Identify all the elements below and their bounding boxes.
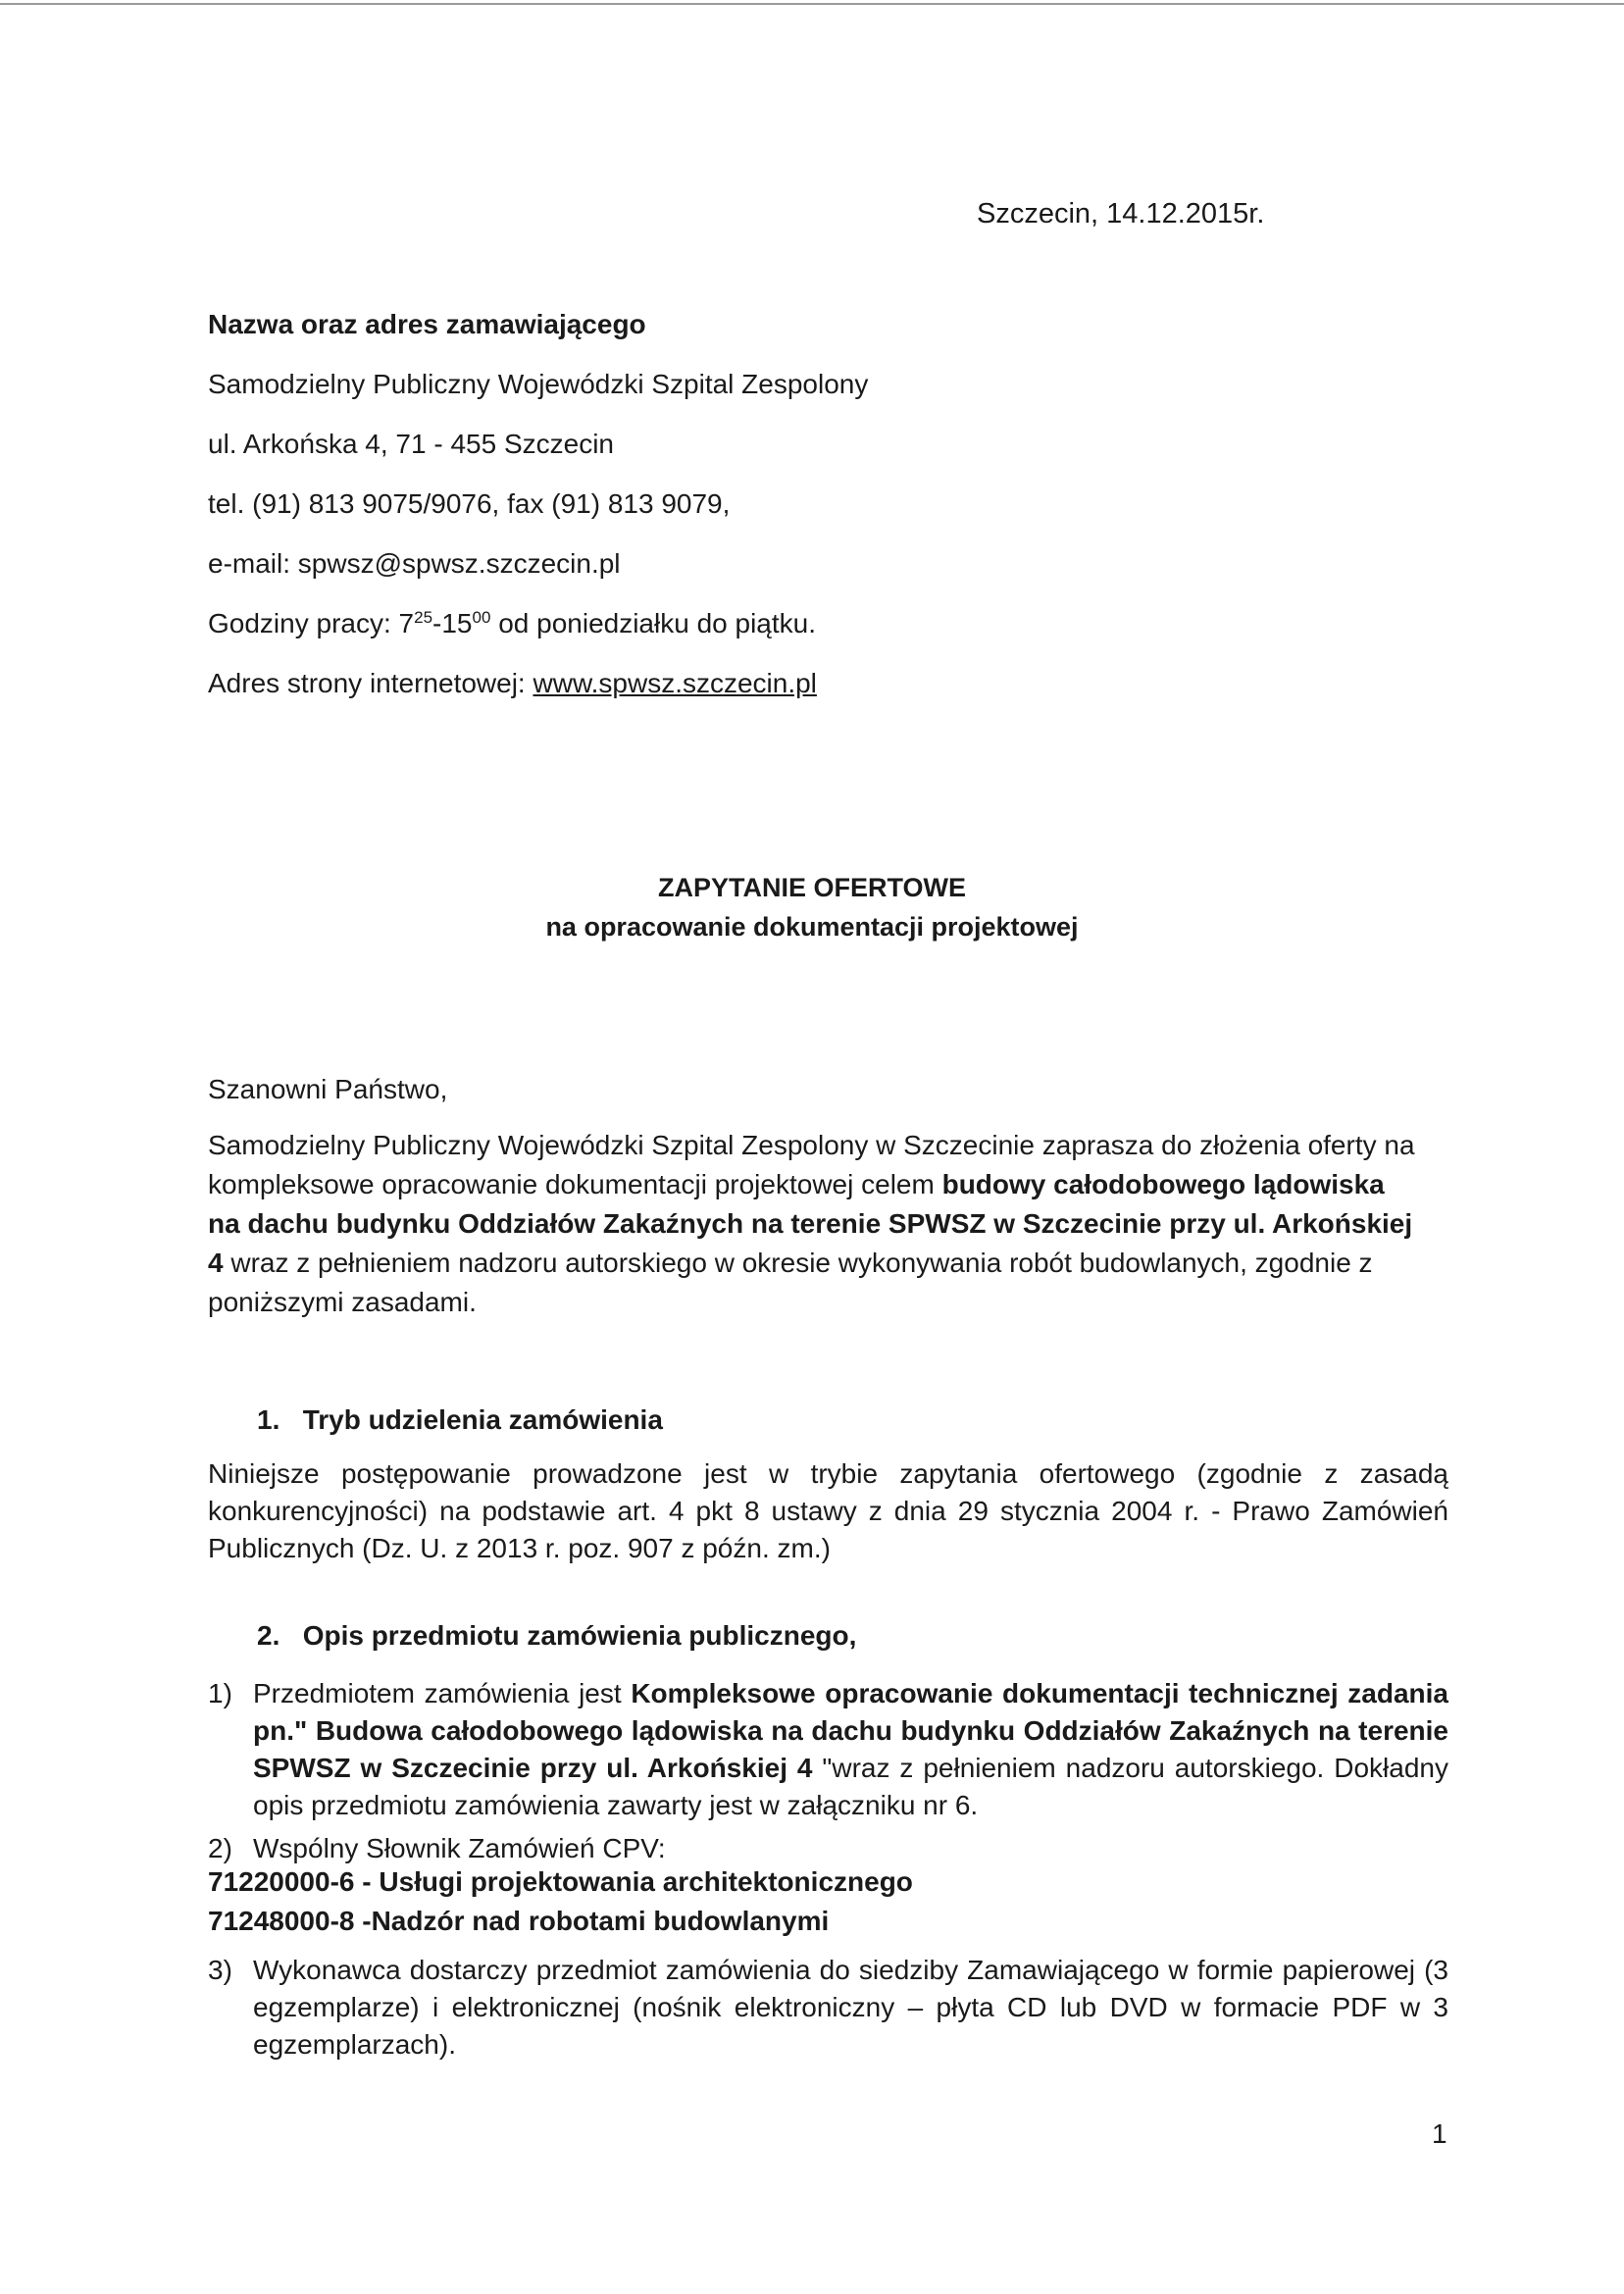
document-title bbox=[208, 868, 1416, 946]
list-item-3 bbox=[208, 1952, 1448, 2064]
authority-address: ul. Arkońska 4, 71 - 455 Szczecin bbox=[208, 429, 614, 459]
website-link[interactable]: www.spwsz.szczecin.pl bbox=[533, 668, 817, 698]
item1-text-2: "wraz z pełnieniem nadzoru autorskiego. Dokładny opis przedmiotu zamówienia zawarty jest w załączniku nr 6. bbox=[253, 1753, 1448, 1820]
greeting: Szanowni Państwo, bbox=[208, 1074, 448, 1104]
hours-start: 7 bbox=[398, 608, 415, 638]
authority-name: Samodzielny Publiczny Wojewódzki Szpital Zespolony bbox=[208, 369, 869, 399]
website-label: Adres strony internetowej: bbox=[208, 668, 526, 698]
hours-days: od poniedziałku do piątku. bbox=[498, 608, 816, 638]
hours-start-minutes: 25 bbox=[414, 608, 433, 627]
intro-paragraph bbox=[208, 1126, 1424, 1322]
top-scan-border bbox=[0, 3, 1624, 5]
email-label: e-mail: bbox=[208, 548, 291, 579]
section-1-paragraph: Niniejsze postępowanie prowadzone jest w trybie zapytania ofertowego (zgodnie z zasadą konkurencyjności) na podstawie art. 4 pkt 8 ustawy z dnia 29 stycznia 2004 r. - Prawo Zamówień Publicznych (Dz. U. z 2013 r. poz. 907 z późn. zm.) bbox=[208, 1458, 1448, 1563]
page-number: 1 bbox=[1432, 2118, 1447, 2149]
list-item-text bbox=[253, 1675, 1448, 1824]
section-1-heading: 1. Tryb udzielenia zamówienia bbox=[257, 1404, 663, 1435]
document-date: Szczecin, 14.12.2015r. bbox=[977, 198, 1265, 229]
list-item-1 bbox=[208, 1675, 1448, 1824]
title-line-1: ZAPYTANIE OFERTOWE bbox=[657, 873, 966, 902]
item1-text-1: Przedmiotem zamówienia jest bbox=[253, 1678, 632, 1708]
hours-end-minutes: 00 bbox=[472, 608, 491, 627]
hours-label: Godziny pracy: bbox=[208, 608, 391, 638]
list-item-text: Wspólny Słownik Zamówień CPV: bbox=[253, 1833, 666, 1863]
list-item-text: Wykonawca dostarczy przedmiot zamówienia do siedziby Zamawiającego w formie papierowej (3 egzemplarze) i elektronicznej (nośnik elektroniczny – płyta CD lub DVD w formacie PDF w 3 egzemplarzach). bbox=[253, 1955, 1448, 2060]
authority-email-line bbox=[208, 534, 1189, 593]
hours-end: -15 bbox=[432, 608, 473, 638]
authority-phone: tel. (91) 813 9075/9076, fax (91) 813 9079, bbox=[208, 488, 731, 519]
website-line bbox=[208, 653, 1189, 713]
list-item-number: 1) bbox=[208, 1678, 232, 1708]
contracting-authority-block bbox=[208, 294, 1189, 713]
list-item-number: 2) bbox=[208, 1833, 232, 1863]
list-item-2 bbox=[208, 1830, 1448, 1867]
email-address[interactable]: spwsz@spwsz.szczecin.pl bbox=[297, 548, 621, 579]
list-item-number: 3) bbox=[208, 1955, 232, 1985]
intro-text-2: wraz z pełnieniem nadzoru autorskiego w okresie wykonywania robót budowlanych, zgodnie z poniższymi zasadami. bbox=[208, 1248, 1373, 1317]
section-2-heading: 2. Opis przedmiotu zamówienia publicznego, bbox=[257, 1620, 857, 1651]
title-line-2: na opracowanie dokumentacji projektowej bbox=[545, 912, 1079, 942]
working-hours-line bbox=[208, 593, 1189, 653]
intro-text-1: Samodzielny Publiczny Wojewódzki Szpital Zespolony w Szczecinie zaprasza do złożenia oferty na kompleksowe opracowanie dokumentacji projektowej celem bbox=[208, 1130, 1415, 1199]
authority-heading: Nazwa oraz adres zamawiającego bbox=[208, 309, 646, 339]
item1-bold-subject: Kompleksowe opracowanie dokumentacji technicznej zadania pn." Budowa całodobowego lądowiska na dachu budynku Oddziałów Zakaźnych na terenie SPWSZ w Szczecinie przy ul. Arkońskiej 4 bbox=[253, 1678, 1449, 1783]
cpv-code-1: 71220000-6 - Usługi projektowania architektonicznego bbox=[208, 1866, 913, 1897]
intro-bold-subject: budowy całodobowego lądowiska na dachu budynku Oddziałów Zakaźnych na terenie SPWSZ w Szczecinie przy ul. Arkońskiej 4 bbox=[208, 1169, 1413, 1278]
cpv-code-2: 71248000-8 -Nadzór nad robotami budowlanymi bbox=[208, 1906, 830, 1936]
